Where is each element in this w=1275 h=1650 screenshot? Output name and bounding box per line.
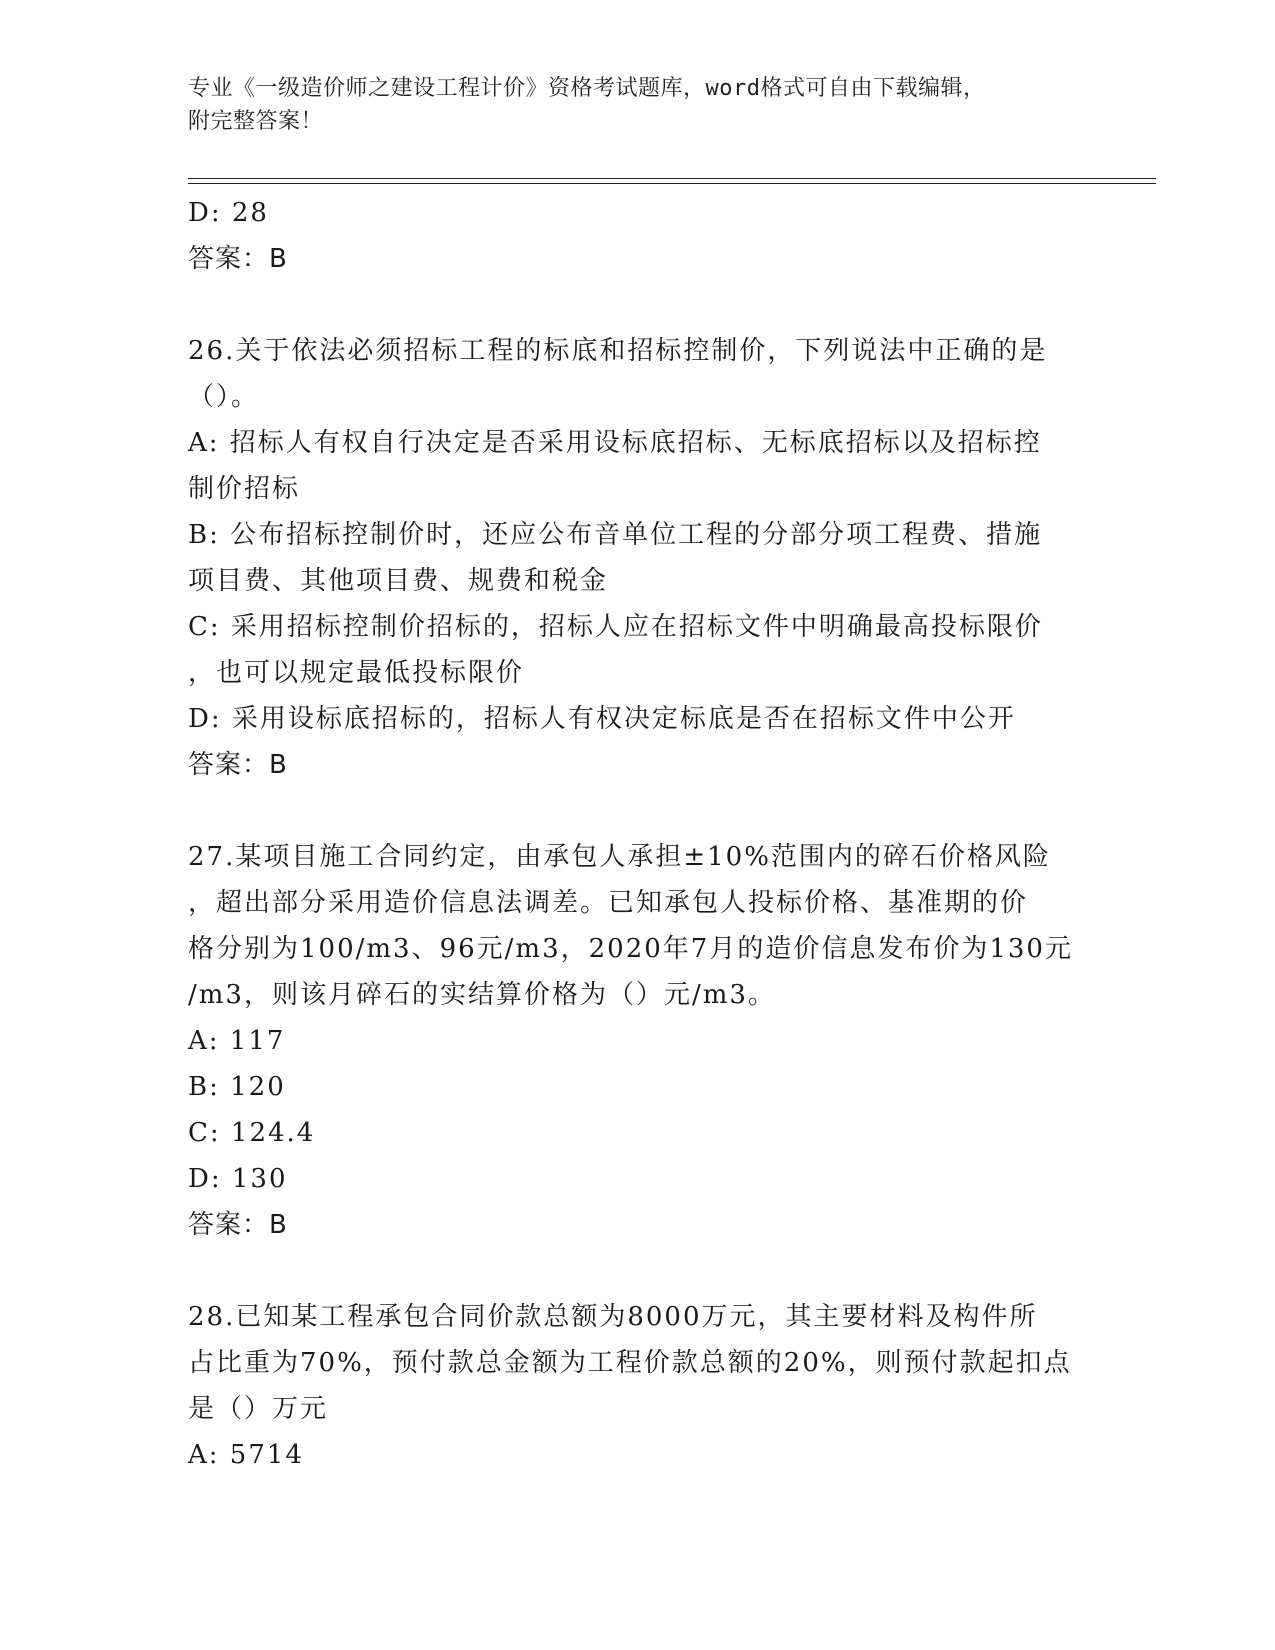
question-28	[188, 1294, 1078, 1478]
option-a-line: 制价招标	[188, 474, 301, 504]
option-a-line: A: 5714	[188, 1440, 304, 1470]
option-b-line: 项目费、其他项目费、规费和税金	[188, 566, 609, 596]
option-d-line: D: 130	[188, 1164, 288, 1194]
question-stem-line: 26.关于依法必须招标工程的标底和招标控制价，下列说法中正确的是	[188, 336, 1048, 366]
document-header	[188, 72, 1088, 138]
answer-line: 答案：B	[188, 750, 288, 780]
spacer	[188, 282, 1078, 328]
question-content	[188, 190, 1078, 1478]
question-stem-line: ，超出部分采用造价信息法调差。已知承包人投标价格、基准期的价	[188, 888, 1029, 918]
spacer	[188, 788, 1078, 834]
option-b-line: B: 120	[188, 1072, 286, 1102]
option-c-line: C: 采用招标控制价招标的，招标人应在招标文件中明确最高投标限价	[188, 612, 1043, 642]
question-27	[188, 834, 1078, 1248]
header-divider-bottom	[188, 183, 1156, 184]
option-a-line: A: 招标人有权自行决定是否采用设标底招标、无标底招标以及招标控	[188, 428, 1042, 458]
question-26	[188, 328, 1078, 788]
option-a-line: A: 117	[188, 1026, 286, 1056]
question-stem-line: /m3，则该月碎石的实结算价格为（）元/m3。	[188, 980, 776, 1010]
question-stem-line: （）。	[188, 382, 260, 412]
header-line-1: 专业《一级造价师之建设工程计价》资格考试题库，word格式可自由下载编辑，	[188, 76, 986, 101]
option-c-line: ，也可以规定最低投标限价	[188, 658, 525, 688]
option-b-line: B: 公布招标控制价时，还应公布音单位工程的分部分项工程费、措施	[188, 520, 1043, 550]
answer-line: 答案：B	[188, 1210, 288, 1240]
question-stem-line: 占比重为70%，预付款总金额为工程价款总额的20%，则预付款起扣点	[188, 1348, 1072, 1378]
prev-answer: 答案：B	[188, 244, 288, 274]
question-stem-line: 27.某项目施工合同约定，由承包人承担±10%范围内的碎石价格风险	[188, 842, 1051, 872]
option-c-line: C: 124.4	[188, 1118, 316, 1148]
question-stem-line: 是（）万元	[188, 1394, 329, 1424]
spacer	[188, 1248, 1078, 1294]
question-stem-line: 28.已知某工程承包合同价款总额为8000万元，其主要材料及构件所	[188, 1302, 1038, 1332]
question-stem-line: 格分别为100/m3、96元/m3，2020年7月的造价信息发布价为130元	[188, 934, 1073, 964]
option-d-line: D: 采用设标底招标的，招标人有权决定标底是否在招标文件中公开	[188, 704, 1016, 734]
header-divider-top	[188, 178, 1156, 179]
header-line-2: 附完整答案！	[188, 109, 324, 134]
prev-option-d: D: 28	[188, 198, 269, 228]
